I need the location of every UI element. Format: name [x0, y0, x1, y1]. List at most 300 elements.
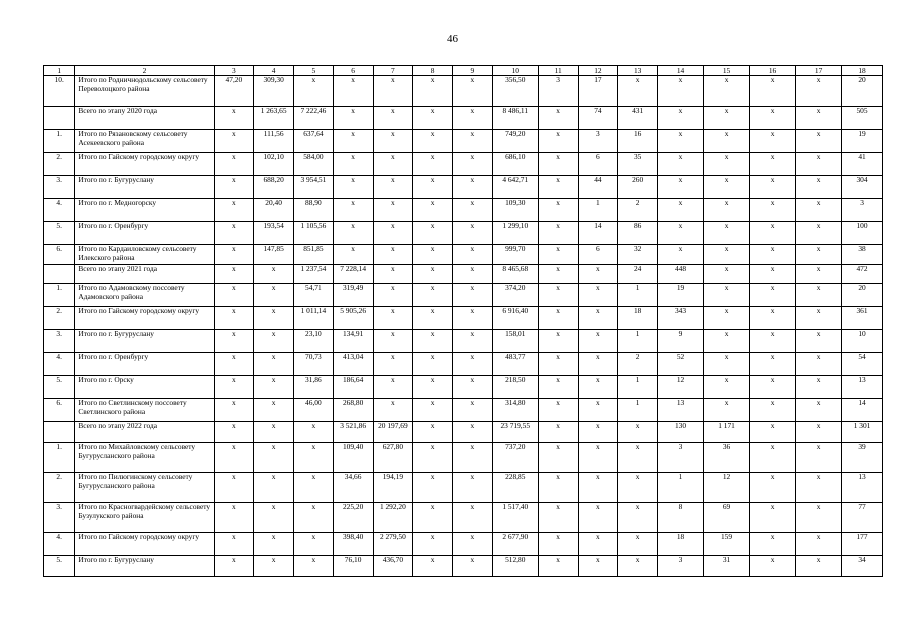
value-cell: х	[373, 107, 413, 130]
value-cell: 18	[618, 307, 658, 330]
value-cell: х	[413, 473, 453, 503]
value-cell: х	[214, 107, 254, 130]
value-cell: х	[333, 153, 373, 176]
table-body	[44, 76, 883, 577]
table-row	[44, 399, 883, 422]
value-cell: х	[373, 76, 413, 107]
table-row	[44, 473, 883, 503]
value-cell: 737,20	[492, 443, 538, 473]
value-cell: 1	[618, 399, 658, 422]
value-cell: х	[750, 107, 796, 130]
value-cell: х	[750, 222, 796, 245]
row-label-cell: Всего по этапу 2022 года	[75, 422, 214, 443]
value-cell: х	[538, 245, 578, 265]
value-cell: х	[538, 556, 578, 577]
value-cell: 584,00	[294, 153, 334, 176]
value-cell: х	[618, 443, 658, 473]
value-cell: х	[796, 284, 842, 307]
value-cell: 309,30	[254, 76, 294, 107]
value-cell: 314,80	[492, 399, 538, 422]
value-cell: х	[796, 76, 842, 107]
column-header: 8	[413, 66, 453, 76]
row-number-cell: 4.	[44, 533, 75, 556]
table-row	[44, 556, 883, 577]
value-cell: 1 301	[842, 422, 883, 443]
value-cell: 18	[658, 533, 704, 556]
value-cell: х	[214, 245, 254, 265]
value-cell: х	[453, 107, 493, 130]
row-label-cell: Всего по этапу 2021 года	[75, 265, 214, 284]
value-cell: х	[373, 399, 413, 422]
row-label-cell: Итого по Михайловскому сельсовету Бугурусланского района	[75, 443, 214, 473]
row-number-cell: 6.	[44, 399, 75, 422]
table-row	[44, 353, 883, 376]
value-cell: 218,50	[492, 376, 538, 399]
value-cell: х	[796, 199, 842, 222]
value-cell: х	[796, 353, 842, 376]
value-cell: х	[453, 330, 493, 353]
value-cell: 5 905,26	[333, 307, 373, 330]
value-cell: х	[658, 76, 704, 107]
value-cell: 31	[704, 556, 750, 577]
value-cell: х	[453, 199, 493, 222]
value-cell: х	[214, 284, 254, 307]
value-cell: х	[214, 153, 254, 176]
value-cell: х	[413, 176, 453, 199]
value-cell: 268,80	[333, 399, 373, 422]
value-cell: х	[333, 199, 373, 222]
value-cell: х	[214, 307, 254, 330]
value-cell: 1	[658, 473, 704, 503]
value-cell: х	[538, 284, 578, 307]
value-cell: 356,50	[492, 76, 538, 107]
value-cell: х	[704, 265, 750, 284]
table-row	[44, 503, 883, 533]
value-cell: 69	[704, 503, 750, 533]
value-cell: х	[578, 533, 618, 556]
value-cell: 52	[658, 353, 704, 376]
value-cell: х	[413, 153, 453, 176]
value-cell: х	[333, 76, 373, 107]
value-cell: х	[413, 399, 453, 422]
row-number-cell: 5.	[44, 222, 75, 245]
row-label-cell: Итого по г. Оренбургу	[75, 222, 214, 245]
value-cell: х	[413, 265, 453, 284]
row-number-cell	[44, 107, 75, 130]
value-cell: 431	[618, 107, 658, 130]
value-cell: х	[373, 199, 413, 222]
column-header: 17	[796, 66, 842, 76]
value-cell: х	[413, 199, 453, 222]
value-cell: 19	[658, 284, 704, 307]
row-number-cell: 5.	[44, 376, 75, 399]
value-cell: х	[796, 556, 842, 577]
column-header: 18	[842, 66, 883, 76]
column-header: 7	[373, 66, 413, 76]
value-cell: 76,10	[333, 556, 373, 577]
row-number-cell: 1.	[44, 284, 75, 307]
value-cell: х	[618, 503, 658, 533]
value-cell: 1 517,40	[492, 503, 538, 533]
value-cell: 3	[658, 443, 704, 473]
value-cell: х	[413, 376, 453, 399]
column-header: 1	[44, 66, 75, 76]
value-cell: х	[214, 176, 254, 199]
value-cell: х	[750, 376, 796, 399]
column-header: 5	[294, 66, 334, 76]
value-cell: х	[578, 265, 618, 284]
value-cell: х	[214, 422, 254, 443]
value-cell: х	[294, 533, 334, 556]
value-cell: х	[214, 443, 254, 473]
value-cell: х	[538, 473, 578, 503]
value-cell: х	[750, 353, 796, 376]
row-number-cell: 6.	[44, 245, 75, 265]
value-cell: х	[333, 222, 373, 245]
value-cell: х	[658, 107, 704, 130]
value-cell: х	[704, 176, 750, 199]
value-cell: 41	[842, 153, 883, 176]
value-cell: 472	[842, 265, 883, 284]
value-cell: 19	[842, 130, 883, 153]
value-cell: 147,85	[254, 245, 294, 265]
row-number-cell: 3.	[44, 503, 75, 533]
value-cell: х	[578, 376, 618, 399]
row-label-cell: Итого по Красногвардейскому сельсовету Бузулукского района	[75, 503, 214, 533]
column-header: 6	[333, 66, 373, 76]
value-cell: 54,71	[294, 284, 334, 307]
value-cell: х	[538, 422, 578, 443]
value-cell: х	[214, 353, 254, 376]
value-cell: х	[333, 130, 373, 153]
value-cell: х	[538, 307, 578, 330]
value-cell: х	[750, 130, 796, 153]
value-cell: 177	[842, 533, 883, 556]
value-cell: х	[538, 443, 578, 473]
table-row	[44, 199, 883, 222]
value-cell: х	[704, 284, 750, 307]
table-row	[44, 307, 883, 330]
column-header: 11	[538, 66, 578, 76]
value-cell: х	[254, 265, 294, 284]
value-cell: х	[578, 556, 618, 577]
column-header: 16	[750, 66, 796, 76]
value-cell: 70,73	[294, 353, 334, 376]
value-cell: х	[333, 176, 373, 199]
value-cell: х	[254, 422, 294, 443]
value-cell: х	[214, 473, 254, 503]
value-cell: х	[796, 473, 842, 503]
column-header: 13	[618, 66, 658, 76]
value-cell: х	[750, 265, 796, 284]
value-cell: 86	[618, 222, 658, 245]
value-cell: 8 486,11	[492, 107, 538, 130]
value-cell: х	[538, 265, 578, 284]
column-header: 14	[658, 66, 704, 76]
value-cell: 1	[618, 376, 658, 399]
value-cell: х	[750, 330, 796, 353]
table-row	[44, 176, 883, 199]
column-header: 4	[254, 66, 294, 76]
value-cell: х	[453, 503, 493, 533]
value-cell: х	[214, 222, 254, 245]
value-cell: 304	[842, 176, 883, 199]
value-cell: 627,80	[373, 443, 413, 473]
table-row	[44, 265, 883, 284]
value-cell: х	[453, 533, 493, 556]
value-cell: 23,10	[294, 330, 334, 353]
table-row	[44, 107, 883, 130]
column-header: 3	[214, 66, 254, 76]
value-cell: 88,90	[294, 199, 334, 222]
value-cell: х	[704, 76, 750, 107]
row-label-cell: Итого по г. Медногорску	[75, 199, 214, 222]
value-cell: 749,20	[492, 130, 538, 153]
row-number-cell: 5.	[44, 556, 75, 577]
value-cell: х	[254, 307, 294, 330]
value-cell: х	[618, 76, 658, 107]
value-cell: х	[538, 199, 578, 222]
value-cell: х	[453, 376, 493, 399]
value-cell: х	[704, 307, 750, 330]
value-cell: 193,54	[254, 222, 294, 245]
value-cell: х	[796, 330, 842, 353]
value-cell: 23 719,55	[492, 422, 538, 443]
value-cell: 158,01	[492, 330, 538, 353]
row-number-cell: 1.	[44, 130, 75, 153]
value-cell: х	[538, 107, 578, 130]
row-number-cell: 4.	[44, 353, 75, 376]
value-cell: 260	[618, 176, 658, 199]
value-cell: х	[214, 533, 254, 556]
value-cell: х	[796, 245, 842, 265]
value-cell: х	[578, 443, 618, 473]
value-cell: х	[413, 422, 453, 443]
value-cell: 374,20	[492, 284, 538, 307]
value-cell: х	[413, 330, 453, 353]
value-cell: х	[796, 503, 842, 533]
value-cell: х	[618, 473, 658, 503]
value-cell: х	[413, 556, 453, 577]
value-cell: 46,00	[294, 399, 334, 422]
value-cell: х	[294, 76, 334, 107]
table-row	[44, 533, 883, 556]
value-cell: х	[704, 222, 750, 245]
value-cell: х	[578, 503, 618, 533]
value-cell: х	[618, 533, 658, 556]
value-cell: х	[294, 473, 334, 503]
value-cell: х	[796, 399, 842, 422]
value-cell: х	[538, 353, 578, 376]
value-cell: 24	[618, 265, 658, 284]
row-label-cell: Итого по Светлинскому поссовету Светлинского района	[75, 399, 214, 422]
value-cell: х	[796, 153, 842, 176]
value-cell: х	[413, 284, 453, 307]
value-cell: 4 642,71	[492, 176, 538, 199]
value-cell: 1 011,14	[294, 307, 334, 330]
value-cell: х	[413, 443, 453, 473]
value-cell: 851,85	[294, 245, 334, 265]
value-cell: х	[750, 533, 796, 556]
value-cell: 3 521,86	[333, 422, 373, 443]
column-header: 2	[75, 66, 214, 76]
value-cell: х	[618, 556, 658, 577]
value-cell: х	[413, 76, 453, 107]
value-cell: х	[373, 245, 413, 265]
value-cell: 20	[842, 284, 883, 307]
value-cell: х	[538, 176, 578, 199]
value-cell: х	[796, 130, 842, 153]
value-cell: х	[453, 176, 493, 199]
row-number-cell: 10.	[44, 76, 75, 107]
value-cell: 228,85	[492, 473, 538, 503]
value-cell: х	[254, 399, 294, 422]
row-label-cell: Итого по Гайскому городскому округу	[75, 307, 214, 330]
row-number-cell: 2.	[44, 153, 75, 176]
value-cell: 3	[842, 199, 883, 222]
value-cell: х	[413, 307, 453, 330]
value-cell: 512,80	[492, 556, 538, 577]
value-cell: х	[658, 199, 704, 222]
value-cell: 2 279,50	[373, 533, 413, 556]
value-cell: х	[373, 176, 413, 199]
value-cell: х	[796, 176, 842, 199]
value-cell: х	[373, 330, 413, 353]
value-cell: 13	[658, 399, 704, 422]
value-cell: 343	[658, 307, 704, 330]
value-cell: х	[333, 107, 373, 130]
value-cell: х	[538, 222, 578, 245]
row-label-cell: Итого по г. Бугуруслану	[75, 330, 214, 353]
table-row	[44, 222, 883, 245]
column-header: 10	[492, 66, 538, 76]
value-cell: х	[796, 533, 842, 556]
value-cell: х	[658, 130, 704, 153]
value-cell: х	[704, 353, 750, 376]
value-cell: х	[453, 222, 493, 245]
value-cell: 109,40	[333, 443, 373, 473]
value-cell: 14	[842, 399, 883, 422]
value-cell: 32	[618, 245, 658, 265]
value-cell: х	[373, 222, 413, 245]
value-cell: х	[373, 307, 413, 330]
value-cell: 10	[842, 330, 883, 353]
value-cell: х	[294, 443, 334, 473]
row-label-cell: Итого по г. Бугуруслану	[75, 556, 214, 577]
value-cell: 159	[704, 533, 750, 556]
value-cell: х	[453, 556, 493, 577]
value-cell: х	[453, 245, 493, 265]
row-label-cell: Итого по Адамовскому поссовету Адамовского района	[75, 284, 214, 307]
value-cell: х	[254, 330, 294, 353]
value-cell: 1 299,10	[492, 222, 538, 245]
page-number: 46	[447, 33, 458, 45]
value-cell: 186,64	[333, 376, 373, 399]
table-row	[44, 76, 883, 107]
value-cell: х	[453, 422, 493, 443]
value-cell: х	[294, 503, 334, 533]
value-cell: х	[373, 284, 413, 307]
value-cell: 31,86	[294, 376, 334, 399]
value-cell: х	[704, 107, 750, 130]
value-cell: х	[294, 422, 334, 443]
value-cell: 47,20	[214, 76, 254, 107]
value-cell: х	[373, 376, 413, 399]
value-cell: х	[254, 533, 294, 556]
value-cell: х	[413, 245, 453, 265]
value-cell: 17	[578, 76, 618, 107]
row-number-cell: 3.	[44, 176, 75, 199]
value-cell: х	[796, 443, 842, 473]
value-cell: 20 197,69	[373, 422, 413, 443]
value-cell: 2	[618, 353, 658, 376]
row-number-cell: 1.	[44, 443, 75, 473]
value-cell: 20,40	[254, 199, 294, 222]
value-cell: х	[750, 443, 796, 473]
value-cell: х	[413, 353, 453, 376]
table-row	[44, 422, 883, 443]
value-cell: х	[658, 153, 704, 176]
value-cell: 1	[578, 199, 618, 222]
value-cell: 134,91	[333, 330, 373, 353]
value-cell: 102,10	[254, 153, 294, 176]
value-cell: х	[796, 422, 842, 443]
row-label-cell: Итого по Пилюгинскому сельсовету Бугурусланского района	[75, 473, 214, 503]
value-cell: х	[796, 265, 842, 284]
value-cell: 1 105,56	[294, 222, 334, 245]
row-label-cell: Итого по г. Орску	[75, 376, 214, 399]
header-row	[44, 66, 883, 76]
value-cell: 483,77	[492, 353, 538, 376]
row-number-cell	[44, 265, 75, 284]
value-cell: х	[658, 245, 704, 265]
value-cell: х	[618, 422, 658, 443]
data-table	[43, 65, 883, 577]
value-cell: 1 292,20	[373, 503, 413, 533]
value-cell: х	[538, 376, 578, 399]
row-number-cell	[44, 422, 75, 443]
value-cell: 130	[658, 422, 704, 443]
value-cell: х	[538, 399, 578, 422]
column-header: 15	[704, 66, 750, 76]
row-number-cell: 2.	[44, 307, 75, 330]
value-cell: х	[538, 503, 578, 533]
value-cell: х	[373, 265, 413, 284]
value-cell: 39	[842, 443, 883, 473]
table-row	[44, 330, 883, 353]
value-cell: х	[214, 399, 254, 422]
value-cell: х	[453, 76, 493, 107]
value-cell: 34	[842, 556, 883, 577]
row-number-cell: 4.	[44, 199, 75, 222]
value-cell: х	[214, 556, 254, 577]
value-cell: 100	[842, 222, 883, 245]
value-cell: х	[750, 503, 796, 533]
value-cell: 36	[704, 443, 750, 473]
value-cell: 361	[842, 307, 883, 330]
table-row	[44, 153, 883, 176]
value-cell: х	[704, 245, 750, 265]
value-cell: 34,66	[333, 473, 373, 503]
value-cell: х	[578, 399, 618, 422]
value-cell: х	[453, 153, 493, 176]
value-cell: х	[578, 284, 618, 307]
value-cell: х	[658, 176, 704, 199]
value-cell: х	[254, 473, 294, 503]
value-cell: х	[214, 376, 254, 399]
value-cell: 14	[578, 222, 618, 245]
value-cell: 16	[618, 130, 658, 153]
